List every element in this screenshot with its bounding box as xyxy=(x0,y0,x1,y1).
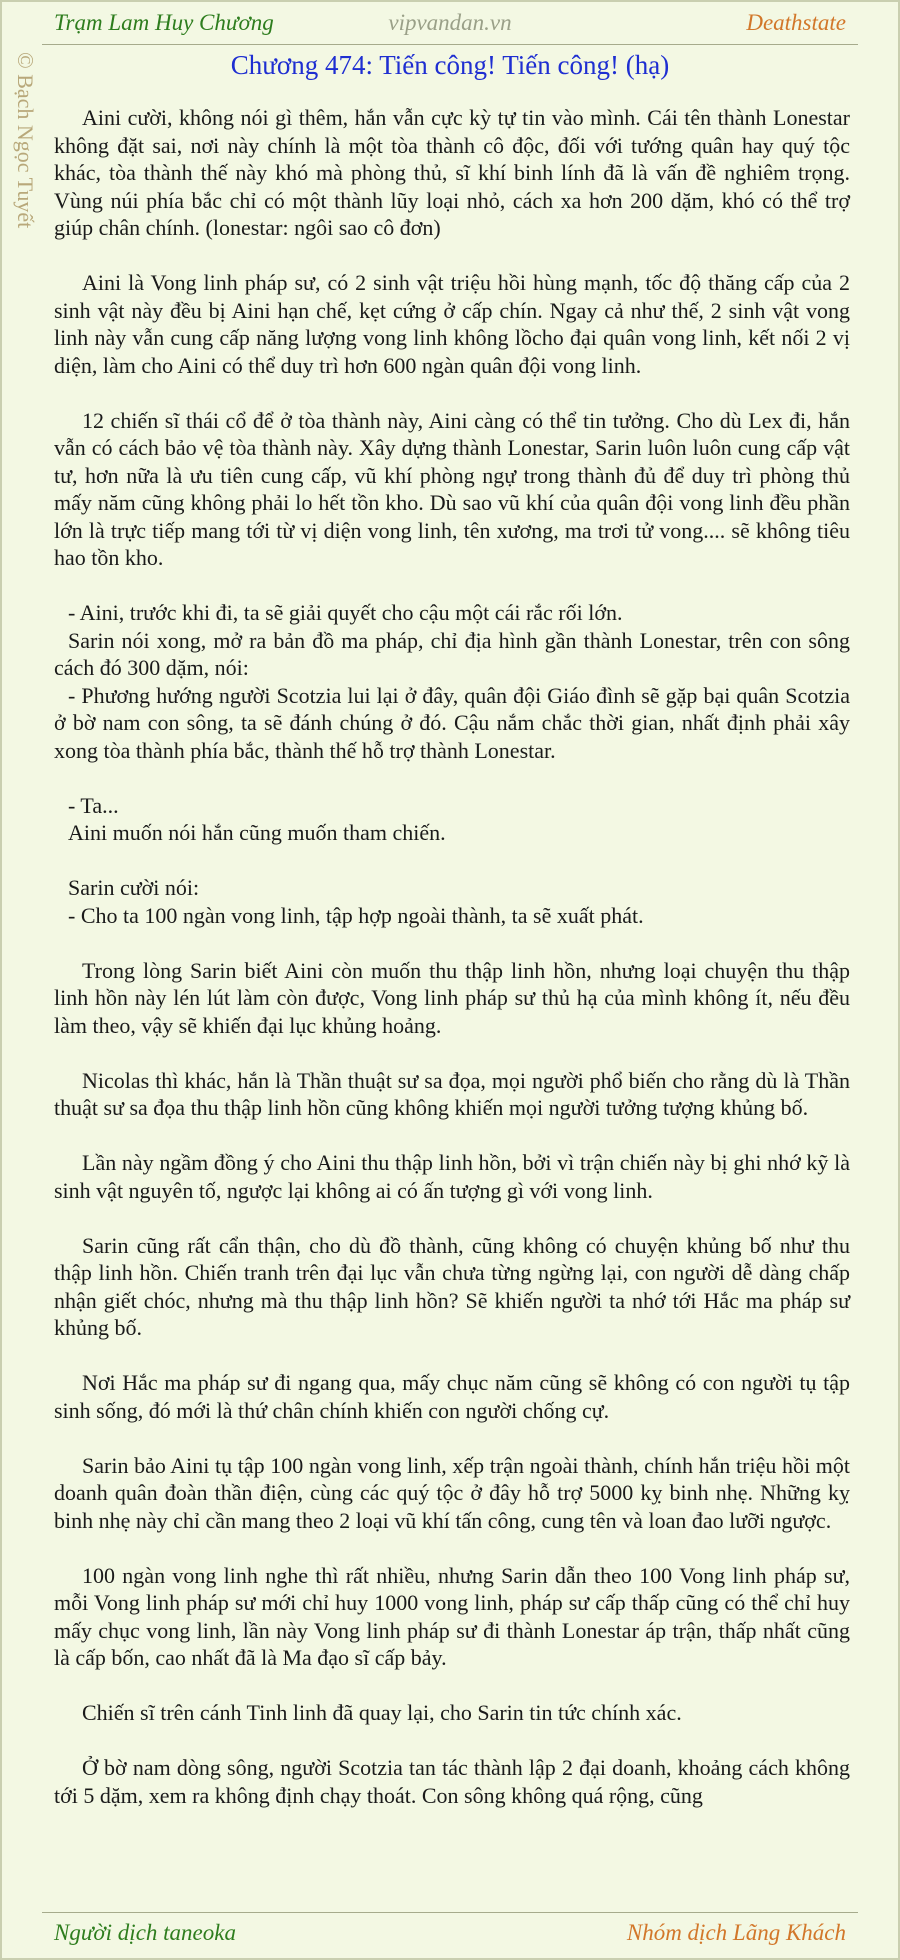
footer-translator: Người dịch taneoka xyxy=(54,1920,236,1945)
paragraph-line: Lần này ngầm đồng ý cho Aini thu thập linh hồn, bởi vì trận chiến này bị ghi nhớ kỹ là sinh vật nguyên tố, ngược lại không ai có ấn tượng gì với vong linh. xyxy=(54,1150,850,1203)
paragraph xyxy=(54,104,850,242)
paragraph xyxy=(54,957,850,1040)
header-site-name: vipvandan.vn xyxy=(388,10,512,35)
paragraph xyxy=(54,1369,850,1424)
paragraph-line: Ở bờ nam dòng sông, người Scotzia tan tác thành lập 2 đại doanh, khoảng cách không tới 5 dặm, xem ra không định chạy thoát. Con sông không quá rộng, cũng xyxy=(54,1755,850,1808)
paragraph xyxy=(54,1699,850,1727)
paragraph xyxy=(54,1452,850,1535)
paragraph-line: Sarin cười nói: xyxy=(68,875,200,900)
page-header xyxy=(2,2,898,42)
paragraph xyxy=(54,1149,850,1204)
paragraph-line: Aini muốn nói hắn cũng muốn tham chiến. xyxy=(68,820,446,845)
paragraph-line: 100 ngàn vong linh nghe thì rất nhiều, nhưng Sarin dẫn theo 100 Vong linh pháp sư, mỗi Vong linh pháp sư mới chỉ huy 1000 vong linh, pháp sư cấp thấp cũng có thể chỉ huy mấy chục vong linh, lần này Vong linh pháp sư đi thành Lonestar áp trận, thấp nhất cũng là cấp bốn, cao nhất đã là Ma đạo sĩ cấp bảy. xyxy=(54,1562,850,1670)
paragraph xyxy=(54,1562,850,1672)
footer-divider xyxy=(42,1912,858,1913)
paragraph-line: Trong lòng Sarin biết Aini còn muốn thu thập linh hồn, nhưng loại chuyện thu thập linh hồn này lén lút làm còn được, Vong linh pháp sư thủ hạ của mình không ít, nếu đều làm theo, vậy sẽ khiến đại lục khủng hoảng. xyxy=(54,957,850,1038)
paragraph-line: Sarin nói xong, mở ra bản đồ ma pháp, chỉ địa hình gần thành Lonestar, trên con sông cách đó 300 dặm, nói: xyxy=(54,627,850,680)
paragraph-line: - Aini, trước khi đi, ta sẽ giải quyết cho cậu một cái rắc rối lớn. xyxy=(68,600,623,625)
header-divider xyxy=(42,44,858,45)
paragraph-line: Sarin cũng rất cẩn thận, cho dù đồ thành, cũng không có chuyện khủng bố như thu thập linh hồn. Chiến tranh trên đại lục vẫn chưa từng ngừng lại, con người dễ dàng chấp nhận giết chóc, nhưng mà thu thập linh hồn? Sẽ khiến người ta nhớ tới Hắc ma pháp sư khủng bố. xyxy=(54,1232,850,1340)
paragraph-line: - Ta... xyxy=(68,792,119,818)
paragraph xyxy=(54,1754,850,1809)
paragraph-line: Sarin bảo Aini tụ tập 100 ngàn vong linh, xếp trận ngoài thành, chính hắn triệu hồi một doanh quân đoàn thần điện, cùng các quý tộc ở đây hỗ trợ 5000 kỵ binh nhẹ. Những kỵ binh nhẹ này chỉ cần mang theo 2 loại vũ khí tấn công, cung tên và loan đao lưỡi ngược. xyxy=(54,1452,850,1533)
header-right-title: Deathstate xyxy=(746,10,846,35)
paragraph-line: Nicolas thì khác, hắn là Thần thuật sư sa đọa, mọi người phổ biến cho rằng dù là Thần thuật sư sa đọa thu thập linh hồn cũng không khiến mọi người tưởng tượng khủng bố. xyxy=(54,1067,850,1120)
footer-group: Nhóm dịch Lãng Khách xyxy=(626,1920,846,1945)
paragraph-line: Aini cười, không nói gì thêm, hắn vẫn cực kỳ tự tin vào mình. Cái tên thành Lonestar không đặt sai, nơi này chính là một tòa thành cô độc, đối với tướng quân hay quý tộc khác, tòa thành thế này khó mà phòng thủ, sĩ khí binh lính đã là vấn đề nghiêm trọng. Vùng núi phía bắc chỉ có một thành lũy loại nhỏ, cách xa hơn 200 dặm, khó có thể trợ giúp chân chính. (lonestar: ngôi sao cô đơn) xyxy=(54,105,850,240)
paragraph-line: Nơi Hắc ma pháp sư đi ngang qua, mấy chục năm cũng sẽ không có con người tụ tập sinh sống, đó mới là thứ chân chính khiến con người chống cự. xyxy=(54,1370,850,1423)
paragraph-line: - Cho ta 100 ngàn vong linh, tập hợp ngoài thành, ta sẽ xuất phát. xyxy=(68,902,644,928)
paragraph-line: Chiến sĩ trên cánh Tinh linh đã quay lại, cho Sarin tin tức chính xác. xyxy=(82,1700,682,1725)
paragraph xyxy=(54,599,850,764)
paragraph xyxy=(54,874,850,929)
side-copyright xyxy=(8,52,42,262)
header-left-title: Trạm Lam Huy Chương xyxy=(54,10,274,35)
chapter-body xyxy=(54,104,850,1837)
paragraph-line: - Phương hướng người Scotzia lui lại ở đây, quân đội Giáo đình sẽ gặp bại quân Scotzia ở bờ nam con sông, ta sẽ đánh chúng ở đó. Cậu nắm chắc thời gian, nhất định phải xây xong tòa thành phía bắc, thành thế hỗ trợ thành Lonestar. xyxy=(54,682,850,763)
paragraph-line: 12 chiến sĩ thái cổ để ở tòa thành này, Aini càng có thể tin tưởng. Cho dù Lex đi, hắn vẫn có cách bảo vệ tòa thành này. Xây dựng thành Lonestar, Sarin luôn luôn cung cấp vật tư, hơn nữa là ưu tiên cung cấp, vũ khí phòng ngự trong thành đủ để duy trì phòng thủ mấy năm cũng không phải lo hết tồn kho. Dù sao vũ khí của quân đội vong linh đều phần lớn là trực tiếp mang tới từ vị diện vong linh, tên xương, ma trơi tử vong.... sẽ không tiêu hao tồn kho. xyxy=(54,407,850,570)
paragraph xyxy=(54,1067,850,1122)
paragraph xyxy=(54,792,850,847)
paragraph xyxy=(54,1232,850,1342)
paragraph-line: Aini là Vong linh pháp sư, có 2 sinh vật triệu hồi hùng mạnh, tốc độ thăng cấp của 2 sinh vật này đều bị Aini hạn chế, kẹt cứng ở cấp chín. Ngay cả như thế, 2 sinh vật vong linh này vẫn cung cấp năng lượng vong linh không lồcho đại quân vong linh, kết nối 2 vị diện, làm cho Aini có thể duy trì hơn 600 ngàn quân đội vong linh. xyxy=(54,270,850,378)
paragraph xyxy=(54,269,850,379)
paragraph xyxy=(54,407,850,572)
side-copyright-text: © Bạch Ngọc Tuyết xyxy=(13,52,38,229)
chapter-title: Chương 474: Tiến công! Tiến công! (hạ) xyxy=(230,50,670,80)
